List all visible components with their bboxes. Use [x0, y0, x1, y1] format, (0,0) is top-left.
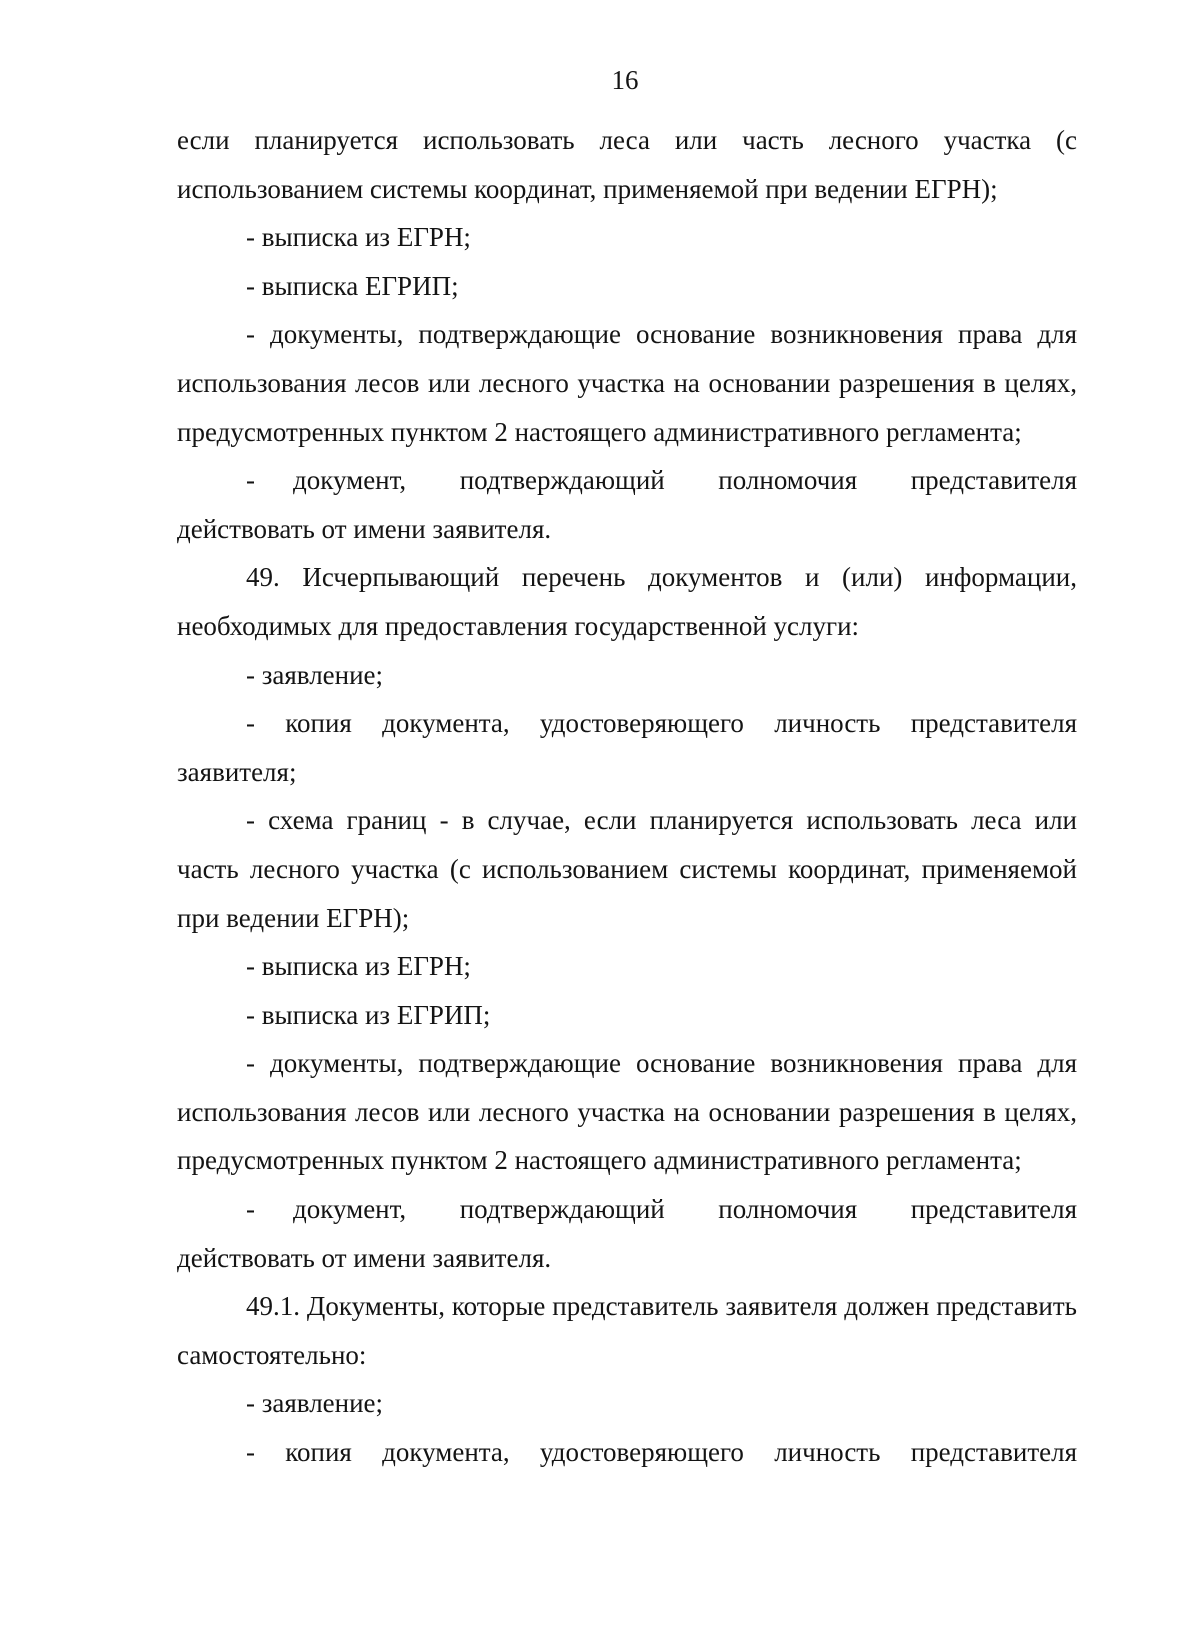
list-item-egrn-extract: - выписка из ЕГРН; [246, 222, 471, 253]
list-item-application-2: - заявление; [246, 1388, 384, 1419]
list-item-rights-documents-2: - документы, подтверждающие основание возникновения права для использования лесов или лесного участка на основании разрешения в целях, предусмотренных пунктом 2 настоящего административного регламента; [177, 1048, 1077, 1176]
list-item-egrn-extract-2: - выписка из ЕГРН; [246, 951, 471, 982]
list-item-boundary-scheme: - схема границ - в случае, если планируется использовать леса или часть лесного участка (с использованием системы координат, применяемой при ведении ЕГРН); [177, 805, 1077, 933]
list-item-identity-copy-2: - копия документа, удостоверяющего личность представителя [246, 1437, 1077, 1468]
clause-49: 49. Исчерпывающий перечень документов и (или) информации, необходимых для предоставления государственной услуги: [177, 562, 1077, 641]
list-item-text: документ, подтверждающий полномочия представителя действовать от имени заявителя. [177, 1194, 1077, 1273]
paragraph-boundary-continuation: если планируется использовать леса или часть лесного участка (с использованием системы координат, применяемой при ведении ЕГРН); [177, 125, 1077, 204]
list-dash: - [246, 1194, 255, 1225]
list-item-application: - заявление; [246, 659, 384, 690]
list-item-authority-document [177, 456, 1077, 553]
list-dash: - [246, 465, 255, 496]
list-item-rights-documents: - документы, подтверждающие основание возникновения права для использования лесов или лесного участка на основании разрешения в целях, предусмотренных пунктом 2 настоящего административного регламента; [177, 319, 1077, 447]
document-body [177, 116, 1077, 1477]
page-number: 16 [611, 65, 639, 95]
list-item-authority-document-2 [177, 1185, 1077, 1282]
list-item-egrip-extract: - выписка ЕГРИП; [246, 270, 459, 301]
list-item-egrip-extract-2: - выписка из ЕГРИП; [246, 999, 491, 1030]
clause-49-1: 49.1. Документы, которые представитель заявителя должен представить самостоятельно: [177, 1291, 1077, 1370]
list-item-identity-copy: - копия документа, удостоверяющего личность представителя заявителя; [177, 708, 1077, 787]
list-item-text: документ, подтверждающий полномочия представителя действовать от имени заявителя. [177, 465, 1077, 544]
